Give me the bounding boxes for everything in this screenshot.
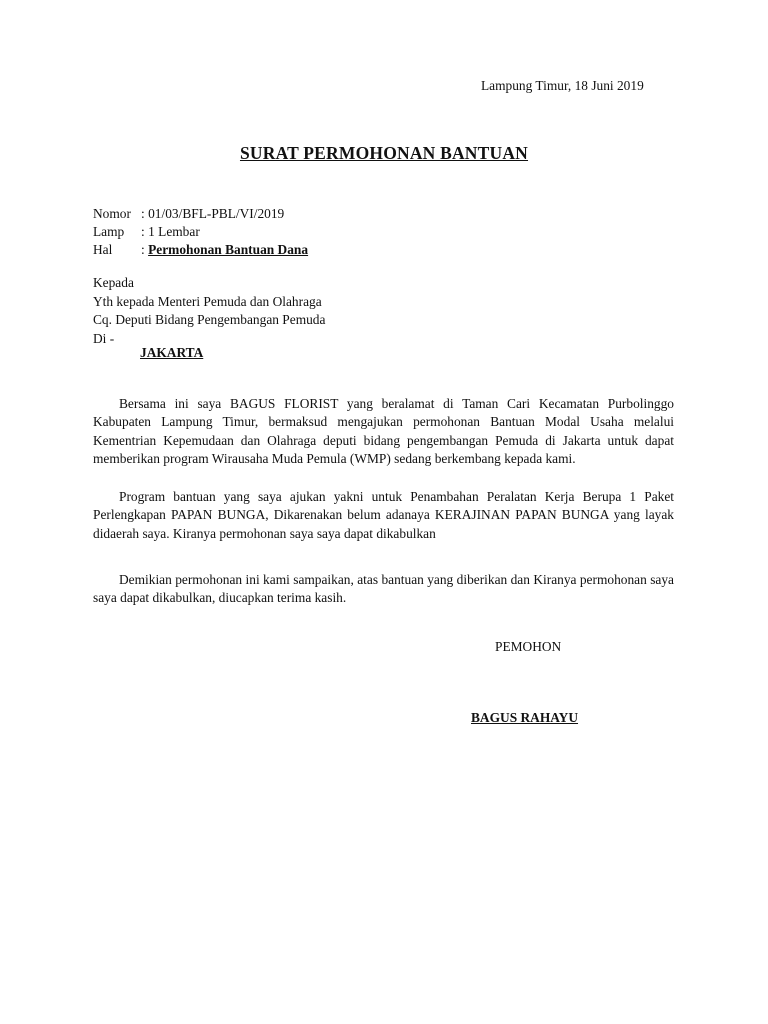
place-date: Lampung Timur, 18 Juni 2019 [481,78,644,93]
meta-sep: : [141,224,145,239]
meta-key: Nomor [93,206,131,221]
letter-title: SURAT PERMOHONAN BANTUAN [239,143,529,163]
applicant-label: PEMOHON [495,639,562,654]
letter-meta [93,205,308,259]
recipient-greeting: Kepada [93,275,134,290]
body-paragraph: Program bantuan yang saya ajukan yakni untuk Penambahan Peralatan Kerja Berupa 1 Paket Perlengkapan PAPAN BUNGA, Dikarenakan belum adanaya KERAJINAN PAPAN BUNGA yang layak didaerah saya. Kiranya permohonan saya saya dapat dikabulkan [93,489,674,541]
meta-key: Lamp [93,224,125,239]
meta-row-number [93,205,308,223]
body-paragraph: Bersama ini saya BAGUS FLORIST yang beralamat di Taman Cari Kecamatan Purbolinggo Kabupaten Lampung Timur, bermaksud mengajukan permohonan Bantuan Modal Usaha melalui Kementrian Kepemudaan dan Olahraga deputi bidang pengembangan Pemuda di Jakarta untuk dapat memberikan program Wirausaha Muda Pemula (WMP) sedang berkembang kepada kami. [93,396,674,467]
meta-value: 01/03/BFL-PBL/VI/2019 [148,206,285,221]
meta-row-attachment [93,223,308,241]
recipient-line: Di - [93,330,115,346]
meta-row-subject [93,241,308,259]
meta-sep: : [141,242,145,257]
recipient-line: Cq. Deputi Bidang Pengembangan Pemuda [93,312,326,327]
recipient-line: Yth kepada Menteri Pemuda dan Olahraga [93,293,322,309]
meta-sep: : [141,206,145,221]
body-paragraph: Demikian permohonan ini kami sampaikan, atas bantuan yang diberikan dan Kiranya permohonan saya saya dapat dikabulkan, diucapkan terima kasih. [93,572,674,606]
meta-value-subject: Permohonan Bantuan Dana [148,242,309,257]
recipient-block [93,274,325,348]
meta-value: 1 Lembar [148,224,200,239]
meta-key: Hal [93,242,113,257]
recipient-city: JAKARTA [140,345,204,360]
applicant-name: BAGUS RAHAYU [471,710,579,725]
